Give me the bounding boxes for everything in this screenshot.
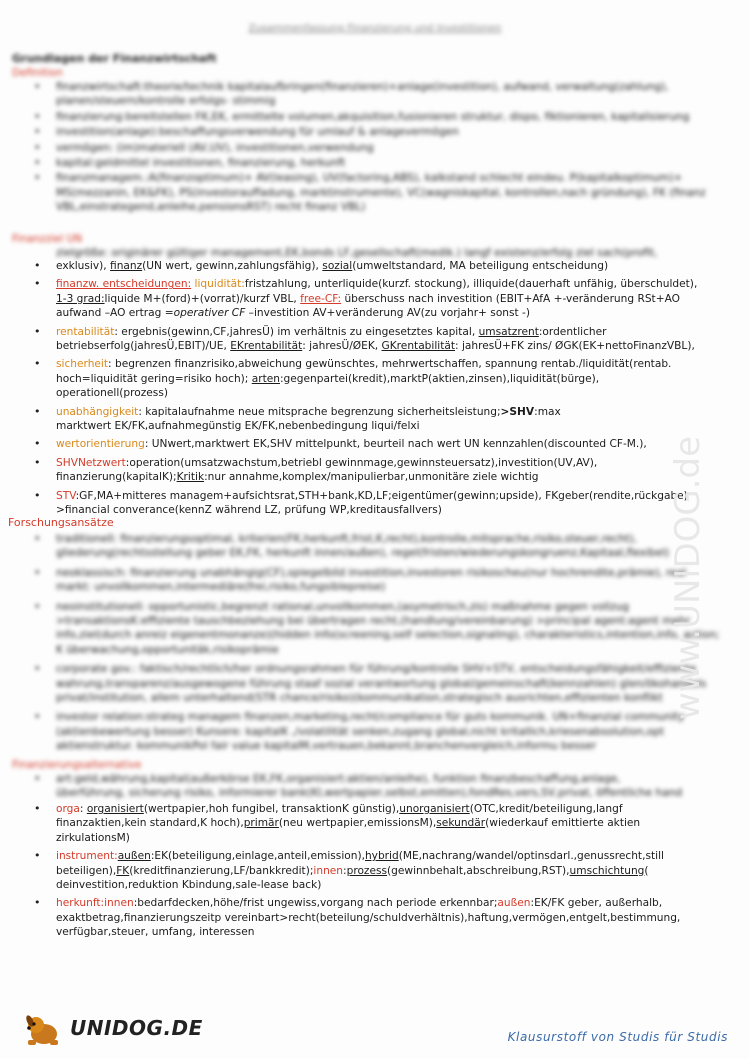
label-orga: orga bbox=[56, 803, 80, 815]
list-item-instrument bbox=[56, 849, 724, 892]
text: GKrentabilität bbox=[381, 340, 456, 353]
text: : bbox=[343, 864, 347, 877]
label-stv: STV bbox=[56, 489, 76, 502]
text: finanzaktien,kein standard,K hoch), bbox=[56, 817, 244, 830]
forschung-list bbox=[56, 532, 721, 755]
section-title-alternativen: Finanzierungsalternative bbox=[12, 759, 142, 771]
text: : jahresÜ+FK zins/ ØGK(EK+nettoFinanzVBL), bbox=[455, 340, 695, 353]
text: innen bbox=[313, 864, 344, 877]
list-item-stv bbox=[56, 489, 724, 518]
label-finanz-entscheidungen: finanzw. entscheidungen: bbox=[56, 278, 192, 291]
text: operationell(prozess) bbox=[56, 387, 168, 400]
list-item-text: traditionell: finanzierungsoptimal, kriterien(FK,herkunft,frist,K,recht),kontrolle,mitsprache,risiko,steuer,recht), gliederung(rechtsstellung geber EK,FK, herkunft innen/außen), regel(fristen/wiederungskongruenz,Kapitaal,flexibel) bbox=[56, 533, 670, 560]
list-item-text: neoklassisch: finanzierung unabhängig(CF),spiegelbild investition,investoren risikoscheu(nur hochrendite,prämie), real markt: unvollkommen,intermediäre(frei,risiko,fungsiblepreise) bbox=[56, 566, 687, 594]
text: (UN wert, gewinn,zahlungsfähig), bbox=[142, 260, 319, 272]
blurred-text: zielgröße: originärer gültiger management,EK,bonds LF,gesellschaft(medik.) langf existenz/erfolg ziel sach(profit, bbox=[56, 247, 658, 259]
list-item-text: vermögen: (im)materiell (AV,UV), investitionen,verwendung bbox=[56, 141, 374, 154]
label-rentabilitaet: rentabilität bbox=[56, 325, 115, 338]
text: : UNwert,marktwert EK,SHV mittelpunkt, beurteil nach wert UN kennzahlen(discounted CF-M.), bbox=[144, 438, 647, 451]
alternativen-blurred-list bbox=[56, 772, 721, 802]
text: : kapitalaufnahme neue mitsprache begrenzung sicherheitsleistung; bbox=[138, 405, 501, 418]
list-item bbox=[56, 600, 721, 658]
label-herkunft: herkunft: bbox=[56, 897, 105, 910]
list-item-text: corporate gov.: faktisch/rechtlich/her ordnungsrahmen für führung/kontrolle SHV+STV, entscheidungsfähigkeit/effiziente wahrung,transparenz/ausgewogene führung staaf sozial verantwortung global/gemeinschaft(kennzahlen) glen/ökohandels privat/institution, allem unterhaltend(STR chance/risiko)(kommunikation,strategisch ausrichten,effizienten konflikt bbox=[56, 663, 707, 705]
list-item bbox=[56, 141, 721, 155]
text: (wiederkauf emittierte aktien bbox=[485, 817, 641, 830]
label-free-cf: free-CF: bbox=[300, 292, 342, 305]
text: sozial bbox=[322, 260, 353, 272]
footer-tagline: Klausurstoff von Studis für Studis bbox=[507, 1030, 728, 1044]
text: verfügbar,steuer, umfang, interessen bbox=[56, 926, 255, 939]
label-instrument: instrument: bbox=[56, 850, 118, 863]
section-heading: Grundlagen der Finanzwirtschaft bbox=[12, 52, 217, 65]
text: :GF,MA+mitteres managem+aufsichtsrat,STH+bank,KD,LF;eigentümer(gewinn;upside), FKgeber(rendite,rückgabe) bbox=[75, 489, 688, 502]
text: finanz bbox=[110, 260, 143, 272]
watermark bbox=[665, 310, 715, 730]
section-title-finanzziele: Finanzziel UN bbox=[12, 233, 83, 245]
list-item bbox=[56, 772, 721, 801]
text: unorganisiert bbox=[399, 803, 470, 815]
text: operativer CF bbox=[173, 307, 246, 320]
text: überschuss nach investition (EBIT+AfA +-veränderung RSt+AO bbox=[344, 292, 680, 305]
text: >SHV bbox=[500, 405, 535, 418]
list-item-liquiditaet bbox=[56, 277, 724, 320]
text: : ergebnis(gewinn,CF,jahresÜ) im verhältnis zu eingesetztes kapital, bbox=[114, 325, 476, 338]
text: (OTC,kredit/beteiligung,langf bbox=[469, 803, 623, 815]
text: FK bbox=[116, 864, 130, 877]
text: innen bbox=[104, 897, 134, 910]
text: :nur annahme,komplex/manipulierbar,unmonitäre ziele wichtig bbox=[204, 471, 539, 484]
label-sicherheit: sicherheit bbox=[56, 358, 109, 371]
blurred-text: überführung, sicherung risiko, informierer bank(KI,wertpapier,selbst,emitten),fondRes,vers,SV,privat, öffentliche hand bbox=[56, 787, 683, 800]
list-item bbox=[56, 259, 724, 273]
list-item-text: investition(anlage):beschaffungsverwendung für umlauf & anlagevermögen bbox=[56, 126, 459, 139]
text: :operation(umsatzwachstum,betriebl gewinnmage,gewinnsteuersatz),investition(UV,AV), bbox=[125, 456, 598, 469]
list-item-shvnetzwert bbox=[56, 456, 724, 485]
text: finanzierung(kapitalK); bbox=[56, 471, 177, 484]
text: :bedarfdecken,höhe/frist ungewiss,vorgang nach periode erkennbar; bbox=[133, 897, 498, 910]
text: organisiert bbox=[86, 803, 144, 815]
text: deinvestition,reduktion Kbindung,sale-lease back) bbox=[56, 879, 322, 892]
list-item bbox=[56, 125, 721, 139]
logo-text: UNIDOG.DE bbox=[70, 1016, 203, 1040]
text: :max bbox=[534, 405, 561, 418]
text: (wertpapier,hoh fungibel, transaktionK günstig), bbox=[143, 803, 400, 815]
dog-icon bbox=[22, 1012, 70, 1046]
text: arten bbox=[251, 372, 280, 385]
list-item bbox=[56, 171, 721, 214]
label-shvnetzwert: SHVNetzwert bbox=[56, 456, 126, 469]
text: betriebserfolg(jahresÜ,EBIT)/UE, bbox=[56, 340, 227, 353]
text: außen bbox=[497, 897, 531, 910]
label-liquiditaet: liquidität: bbox=[194, 278, 245, 291]
text: (umweltstandard, MA beteiligung entscheidung) bbox=[352, 260, 609, 272]
text: (neu wertpapier,emissionsM), bbox=[278, 817, 437, 830]
text: prozess bbox=[346, 864, 388, 877]
text: (ME,nachrang/wandel/optinsdarl.,genussrecht,still bbox=[398, 850, 664, 863]
list-item bbox=[56, 710, 721, 753]
section-title-definition: Definition bbox=[12, 67, 63, 79]
section-title-forschung: Forschungsansätze bbox=[8, 516, 114, 529]
text: umschichtung bbox=[569, 864, 645, 877]
list-item bbox=[56, 532, 721, 561]
text: : jahresÜ/ØEK, bbox=[302, 340, 379, 353]
text: sekundär bbox=[436, 817, 486, 830]
text: außen bbox=[117, 850, 151, 863]
blurred-line bbox=[56, 246, 721, 260]
text: zirkulationsM) bbox=[56, 831, 130, 844]
text: exklusiv), bbox=[56, 260, 107, 272]
list-item-text: finanzmanagem.:A(finanzoptimum)+ AV(leasing), UV(factoring,ABS), kalkstand schlecht eindeu. P(kapitalkoptimum)+ MS(mezzanin, EK&FK), PS(investorauffadung, marktinstrumente), VC(wagniskapital, kontrollen,nach gründung), FK (finanz VBL,einstrategend,anleihe,pensionsRST) recht finanz VBL) bbox=[56, 172, 706, 214]
list-item-sicherheit bbox=[56, 357, 724, 400]
text: hoch=liquidität gering=risiko hoch); bbox=[56, 372, 249, 385]
unidog-logo bbox=[22, 1012, 203, 1046]
list-item-wertorientierung bbox=[56, 437, 724, 451]
text: Kritik bbox=[176, 471, 205, 484]
list-item-herkunft bbox=[56, 896, 724, 939]
text: :gegenpartei(kredit),marktP(aktien,zinsen),liquidität(bürge), bbox=[279, 372, 600, 385]
text: umsatzrent bbox=[478, 325, 539, 338]
text: :EK/FK geber, außerhalb, bbox=[530, 897, 663, 910]
alternativen-list bbox=[56, 802, 724, 941]
list-item-text: finanzierung:bereitstellen FK,EK, ermittelte volumen,akquisition,fusionieren struktur, dispo, fiktionieren, kapitalisierung bbox=[56, 110, 690, 123]
list-item bbox=[56, 80, 721, 109]
list-item-rentabilitaet bbox=[56, 325, 724, 354]
text: :ordentlicher bbox=[538, 325, 607, 338]
label-unabhaengigkeit: unabhängigkeit bbox=[56, 405, 139, 418]
label-wertorientierung: wertorientierung bbox=[56, 438, 145, 451]
list-item bbox=[56, 662, 721, 705]
watermark-text: www.UNIDOG.de bbox=[668, 435, 708, 720]
text: (gewinnbehalt,abschreibung,RST), bbox=[387, 864, 570, 877]
list-item bbox=[56, 110, 721, 124]
list-item-text: investor relation:strateg managem finanzen,marketing,recht/compliance für guts kommunik. UN+finanzial community (aktienbewertung besser) Kunsere: kapitalK ,/volatilität senken,zugang global,nicht kritallich,kriesenabsolution,opt aktienstruktur. kommunikPol fair value kapitalM,vertrauen,bekannt,branchenvergleich,informu besser bbox=[56, 711, 685, 753]
text: –investition AV+veränderung AV(zu vorjahr+ sonst -) bbox=[248, 307, 531, 320]
text: 1-3 grad: bbox=[56, 292, 105, 305]
text: marktwert EK/FK,aufnahmegünstig EK/FK,nebenbedingung liqui/felxi bbox=[56, 420, 420, 433]
text: ( bbox=[644, 864, 649, 877]
text: :EK(beteiligung,einlage,anteil,emission), bbox=[150, 850, 365, 863]
blurred-text: • art:geld,währung,kapital(außerkörse EK,FK,organisiert:aktien/anleihe), funktion finanzbeschaffung,anlage, bbox=[56, 773, 621, 785]
text: EKrentabilität bbox=[230, 340, 303, 353]
list-item-unabhaengigkeit bbox=[56, 405, 724, 434]
list-item-text: kapital:geldmittel investitionen, finanzierung, herkunft bbox=[56, 157, 346, 170]
list-item bbox=[56, 156, 721, 170]
text: exaktbetrag,finanzierungszeitp vereinbart>recht(beteilung/schuldverhältnis),haftung,vermögen,entgelt,bestimmung, bbox=[56, 911, 681, 924]
text: primär bbox=[243, 817, 279, 830]
definition-list bbox=[56, 80, 721, 216]
list-item-orga: • orga: organisiert(wertpapier,hoh fungibel, transaktionK günstig),unorganisiert(OTC,kredit/beteiligung,langf finanzaktien,kein standard,K hoch),primär(neu wertpapier,emissionsM),sekundär(wiederkauf emittierte aktien zirkulationsM) bbox=[56, 802, 724, 845]
text: beteiligen), bbox=[56, 864, 117, 877]
list-item-text: finanzwirtschaft:theorie/technik kapitalaufbringen(finanzieren)+anlage(investition), aufwand, verwaltung(zahlung), planen/steuern/kontrolle erfolgs- stimmig bbox=[56, 81, 669, 108]
text: : begrenzen finanzrisiko,abweichung gewünschtes, mehrwertschaffen, spannung rentab./liquidität(rentab. bbox=[108, 358, 672, 371]
list-item-text: neoinstitutionell: opportunistic,begrenzt rational,unvollkommen,(asymetrisch,zis) maßnahme gegen vollzug >transaktionsK:effiziente tauschbeziehung bei übertragen recht,(handlung/vereinbarung) >principal agent:agent mehr info,ziel(durch anreiz eigenentmonanze)(hidden info(screening,self selection,signaling), charakteristics,intention,info, action; K überwachung,opportunitäk,risikoprämie bbox=[56, 600, 720, 656]
text: fristzahlung, unterliquide(kurzf. stockung), illiquide(dauerhaft unfähig, überschuldet), bbox=[244, 278, 698, 291]
page-title: Zusammenfassung Finanzierung und Investitionen bbox=[248, 23, 502, 34]
ziele-list bbox=[56, 259, 724, 519]
text: hybrid bbox=[364, 850, 399, 863]
text: liquide M+(ford)+(vorrat)/kurzf VBL, bbox=[104, 292, 297, 305]
list-item bbox=[56, 566, 721, 595]
text: (kreditfinanzierung,LF/bankkredit); bbox=[129, 864, 314, 877]
text: aufwand –AO ertrag = bbox=[56, 307, 174, 320]
text: >financial converance(kennZ während LZ, prüfung WP,kreditausfallvers) bbox=[56, 504, 442, 517]
